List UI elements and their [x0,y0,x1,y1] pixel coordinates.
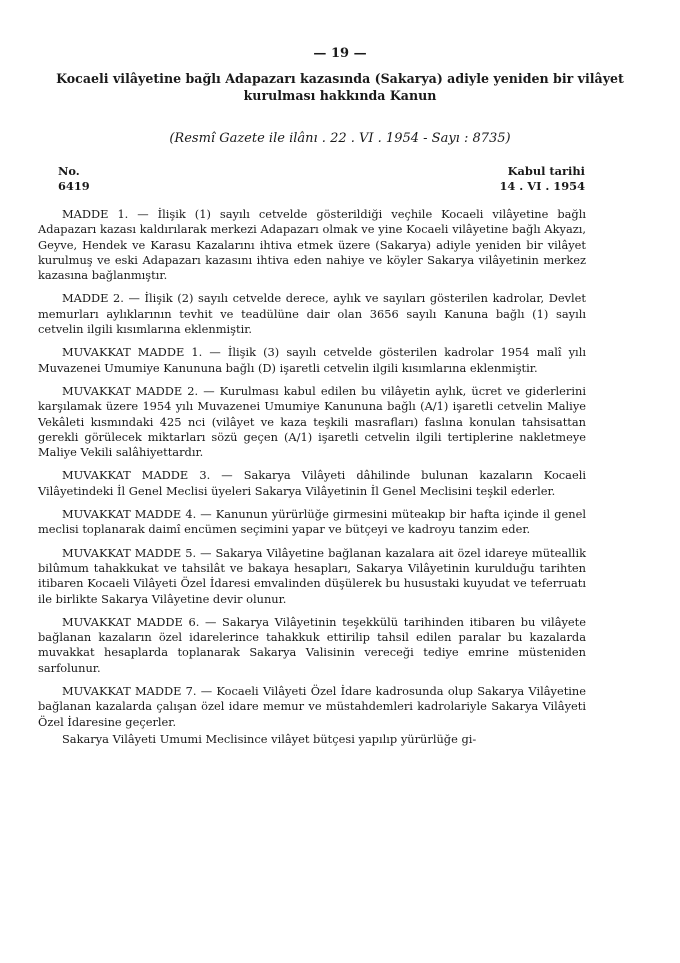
temporary-article-7: MUVAKKAT MADDE 7. — Kocaeli Vilâyeti Özel İdare kadrosunda olup Sakarya Vilâyetine bağlanan kazalarda çalışan özel idare memur ve müstahdemleri kadrolariyle Sakarya Vilâyeti Özel İdaresine geçerler. [38,684,586,729]
law-body [38,207,586,755]
acceptance-date: 14 . VI . 1954 [499,179,585,193]
article-2: MADDE 2. — İlişik (2) sayılı cetvelde derece, aylık ve sayıları gösterilen kadrolar, Devlet memurları aylıklarının tevhit ve teadülüne dair olan 3656 sayılı Kanuna bağlı (1) sayılı cetvelin ilgili kısımlarına eklenmiştir. [38,291,586,337]
temporary-article-4: MUVAKKAT MADDE 4. — Kanunun yürürlüğe girmesini müteakıp bir hafta içinde il genel meclisi toplanarak daimî encümen seçimini yapar ve bütçeyi ve kadroyu tanzim eder. [38,507,586,537]
law-number: 6419 [58,179,90,193]
article-1: MADDE 1. — İlişik (1) sayılı cetvelde gösterildiği veçhile Kocaeli vilâyetine bağlı Adapazarı kazası kaldırılarak merkezi Adapazarı olmak ve yine Kocaeli vilâyetine bağlı Akyazı, Geyve, Hendek ve Karasu Kazalarını ihtiva etmek üzere (Sakarya) adiyle yeniden bir vilâyet kurulmuş ve eski Adapazarı kazasını ihtiva eden nahiye ve köyler Sakarya vilâyetinin merkez kazasına bağlanmıştır. [38,207,586,283]
acceptance-date-block [499,164,585,194]
gazette-reference: (Resmî Gazete ile ilânı . 22 . VI . 1954 - Sayı : 8735) [169,131,511,146]
temporary-article-1: MUVAKKAT MADDE 1. — İlişik (3) sayılı cetvelde gösterilen kadrolar 1954 malî yılı Muvazenei Umumiye Kanununa bağlı (D) işaretli cetvelin ilgili kısımlarına eklenmiştir. [38,345,586,375]
temporary-article-5: MUVAKKAT MADDE 5. — Sakarya Vilâyetine bağlanan kazalara ait özel idareye müteallik bilûmum tahakkukat ve tahsilât ve bakaya hesapları, Sakarya Vilâyetinin kurulduğu tarihten itibaren Kocaeli Vilâyeti Özel İdaresi emvalinden düşülerek bu husustaki kuyudat ve teferruatı ile birlikte Sakarya Vilâyetine devir olunur. [38,545,586,606]
law-number-label: No. [58,164,80,178]
temporary-article-2: MUVAKKAT MADDE 2. — Kurulması kabul edilen bu vilâyetin aylık, ücret ve giderlerini karşılamak üzere 1954 yılı Muvazenei Umumiye Kanununa bağlı (A/1) işaretli cetvelin Maliye Vekâleti kısmındaki 425 nci (vilâyet ve kaza teşkili masrafları) faslına konulan tahsisattan gerekli görülecek miktarları sözü geçen (A/1) işaretli cetvelin ilgili tertiplerine nakletmeye Maliye Vekili salâhiyettardır. [38,383,586,460]
law-number-block [58,164,90,194]
law-title: Kocaeli vilâyetine bağlı Adapazarı kazasında (Sakarya) adiyle yeniden bir vilâyet kurulması hakkında Kanun [56,71,624,103]
acceptance-date-label: Kabul tarihi [507,164,585,178]
temporary-article-6: MUVAKKAT MADDE 6. — Sakarya Vilâyetinin teşekkülü tarihinden itibaren bu vilâyete bağlanan kazaların özel idarelerince tahakkuk ettirilip tahsil edilen paralar bu kazalarda muvakkat hesaplarda toplanarak Sakarya Valisinin vereceği tediye emrine müsteniden sarfolunur. [38,614,586,675]
continuation-paragraph: Sakarya Vilâyeti Umumi Meclisince vilâyet bütçesi yapılıp yürürlüğe gi- [62,731,477,746]
page-number: — 19 — [313,46,367,61]
temporary-article-3: MUVAKKAT MADDE 3. — Sakarya Vilâyeti dâhilinde bulunan kazaların Kocaeli Vilâyetindeki İl Genel Meclisi üyeleri Sakarya Vilâyetinin İl Genel Meclisini teşkil ederler. [38,468,586,498]
